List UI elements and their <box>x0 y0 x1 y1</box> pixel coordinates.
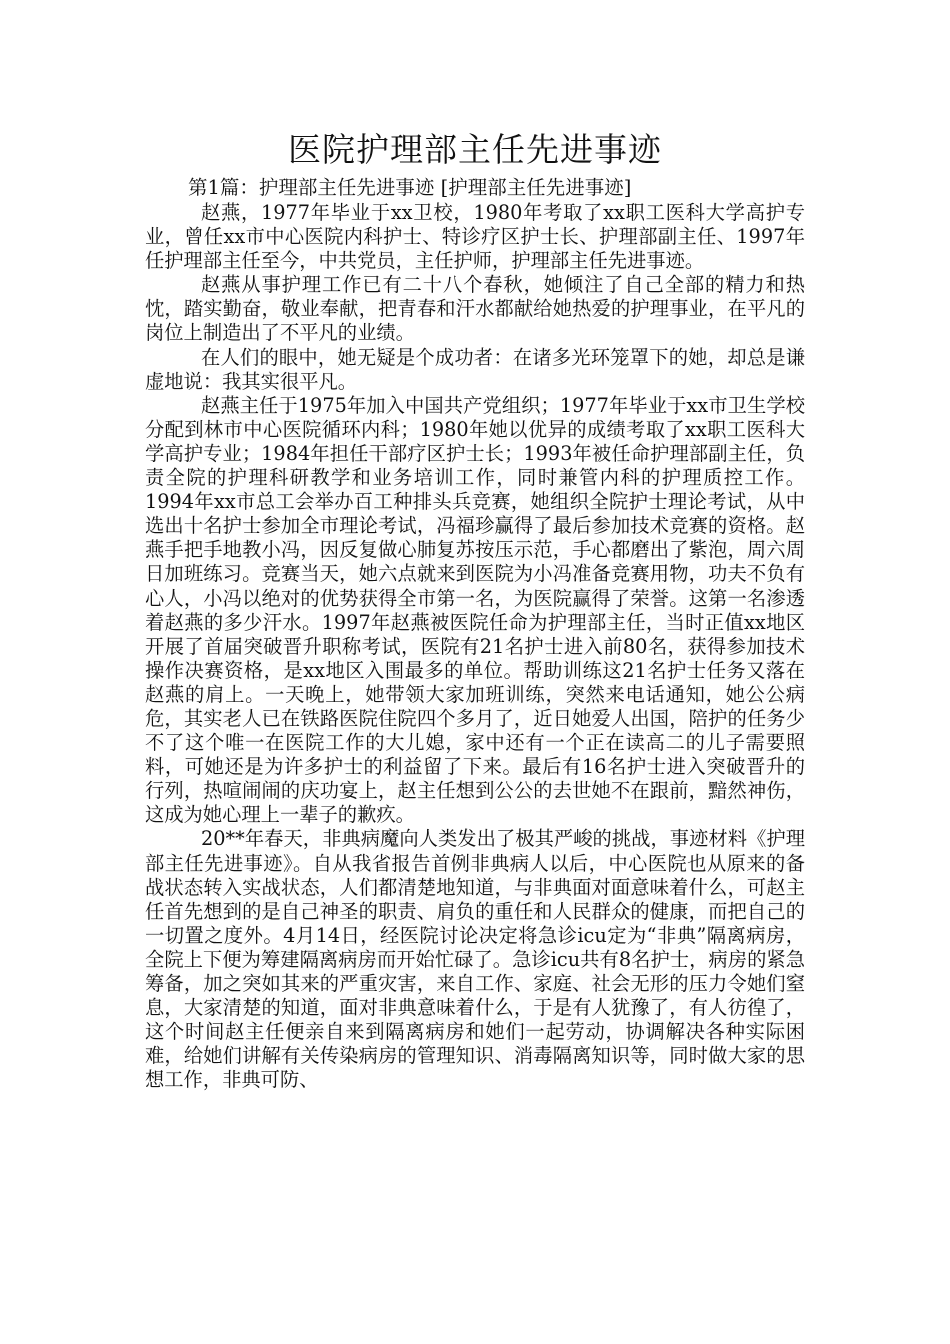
paragraph: 赵燕主任于1975年加入中国共产党组织；1977年毕业于xx市卫生学校分配到林市中心医院循环内科；1980年她以优异的成绩考取了xx职工医科大学高护专业；1984年担任干部疗区护士长；1993年被任命护理部副主任，负责全院的护理科研教学和业务培训工作，同时兼管内科的护理质控工作。1994年xx市总工会举办百工种排头兵竞赛，她组织全院护士理论考试，从中选出十名护士参加全市理论考试，冯福珍赢得了最后参加技术竞赛的资格。赵燕手把手地教小冯，因反复做心肺复苏按压示范，手心都磨出了紫泡，周六周日加班练习。竞赛当天，她六点就来到医院为小冯准备竞赛用物，功夫不负有心人，小冯以绝对的优势获得全市第一名，为医院赢得了荣誉。这第一名渗透着赵燕的多少汗水。1997年赵燕被医院任命为护理部主任，当时正值xx地区开展了首届突破晋升职称考试，医院有21名护士进入前80名，获得参加技术操作决赛资格，是xx地区入围最多的单位。帮助训练这21名护士任务又落在赵燕的肩上。一天晚上，她带领大家加班训练，突然来电话通知，她公公病危，其实老人已在铁路医院住院四个多月了，近日她爱人出国，陪护的任务少不了这个唯一在医院工作的大儿媳，家中还有一个正在读高二的儿子需要照料，可她还是为许多护士的利益留了下来。最后有16名护士进入突破晋升的行列，热喧闹闹的庆功宴上，赵主任想到公公的去世她不在跟前，黯然神伤，这成为她心理上一辈子的歉疚。 <box>145 393 805 827</box>
paragraph: 在人们的眼中，她无疑是个成功者：在诸多光环笼罩下的她，却总是谦虚地说：我其实很平凡。 <box>145 345 805 393</box>
document-body <box>145 201 805 1092</box>
paragraph: 赵燕，1977年毕业于xx卫校，1980年考取了xx职工医科大学高护专业，曾任xx市中心医院内科护士、特诊疗区护士长、护理部副主任、1997年任护理部主任至今，中共党员，主任护师，护理部主任先进事迹。 <box>145 201 805 273</box>
paragraph: 20**年春天，非典病魔向人类发出了极其严峻的挑战，事迹材料《护理部主任先进事迹》。自从我省报告首例非典病人以后，中心医院也从原来的备战状态转入实战状态，人们都清楚地知道，与非典面对面意味着什么，可赵主任首先想到的是自己神圣的职责、肩负的重任和人民群众的健康，而把自己的一切置之度外。4月14日，经医院讨论决定将急诊icu定为“非典”隔离病房，全院上下便为筹建隔离病房而开始忙碌了。急诊icu共有8名护士，病房的紧急筹备，加之突如其来的严重灾害，来自工作、家庭、社会无形的压力令她们窒息，大家清楚的知道，面对非典意味着什么，于是有人犹豫了，有人彷徨了，这个时间赵主任便亲自来到隔离病房和她们一起劳动，协调解决各种实际困难，给她们讲解有关传染病房的管理知识、消毒隔离知识等，同时做大家的思想工作，非典可防、 <box>145 827 805 1092</box>
document-title: 医院护理部主任先进事迹 <box>288 130 662 169</box>
document-subtitle: 第1篇：护理部主任先进事迹 [护理部主任先进事迹] <box>188 176 632 199</box>
paragraph: 赵燕从事护理工作已有二十八个春秋，她倾注了自己全部的精力和热忱，踏实勤奋，敬业奉献，把青春和汗水都献给她热爱的护理事业，在平凡的岗位上制造出了不平凡的业绩。 <box>145 273 805 345</box>
